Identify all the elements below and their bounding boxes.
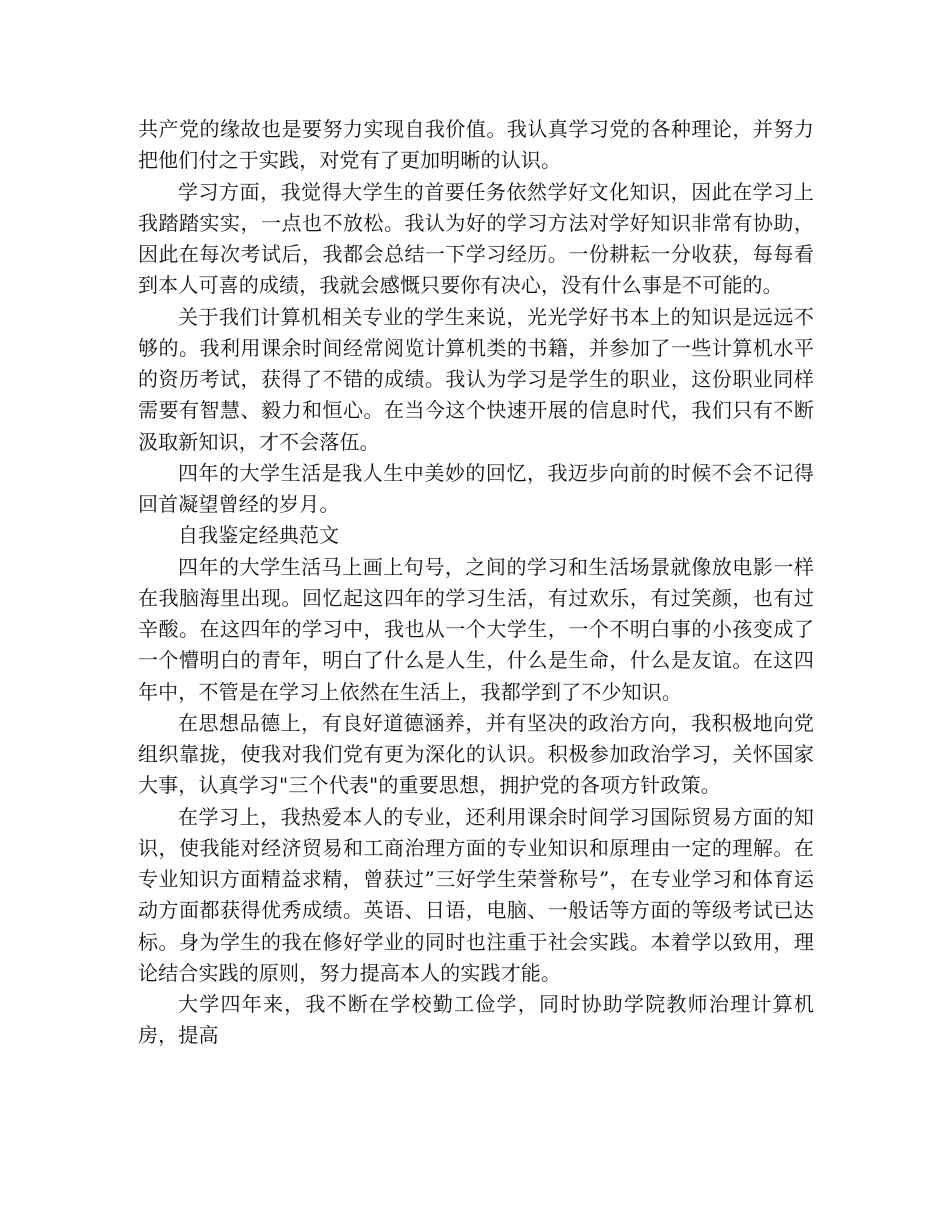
paragraph: 四年的大学生活马上画上句号，之间的学习和生活场景就像放电影一样在我脑海里出现。回忆起这四年的学习生活，有过欢乐，有过笑颜，也有过辛酸。在这四年的学习中，我也从一个大学生，一个不明白事的小孩变成了一个懵明白的青年，明白了什么是人生，什么是生命，什么是友谊。在这四年中，不管是在学习上依然在生活上，我都学到了不少知识。 [138, 554, 814, 704]
paragraph: 学习方面，我觉得大学生的首要任务依然学好文化知识，因此在学习上我踏踏实实，一点也不放松。我认为好的学习方法对学好知识非常有协助，因此在每次考试后，我都会总结一下学习经历。一份耕耘一分收获，每每看到本人可喜的成绩，我就会感慨只要你有决心，没有什么事是不可能的。 [138, 179, 814, 298]
document-body [138, 114, 814, 1052]
section-heading: 自我鉴定经典范文 [178, 523, 340, 548]
paragraph: 共产党的缘故也是要努力实现自我价值。我认真学习党的各种理论，并努力把他们付之于实践，对党有了更加明晰的认识。 [138, 117, 814, 173]
paragraph: 四年的大学生活是我人生中美妙的回忆，我迈步向前的时候不会不记得回首凝望曾经的岁月。 [138, 460, 814, 516]
paragraph: 大学四年来，我不断在学校勤工俭学，同时协助学院教师治理计算机房，提高 [138, 992, 814, 1048]
paragraph: 在学习上，我热爱本人的专业，还利用课余时间学习国际贸易方面的知识，使我能对经济贸易和工商治理方面的专业知识和原理由一定的理解。在专业知识方面精益求精，曾获过”三好学生荣誉称号”，在专业学习和体育运动方面都获得优秀成绩。英语、日语，电脑、一般话等方面的等级考试已达标。身为学生的我在修好学业的同时也注重于社会实践。本着学以致用，理论结合实践的原则，努力提高本人的实践才能。 [138, 804, 814, 985]
paragraph: 关于我们计算机相关专业的学生来说，光光学好书本上的知识是远远不够的。我利用课余时间经常阅览计算机类的书籍，并参加了一些计算机水平的资历考试，获得了不错的成绩。我认为学习是学生的职业，这份职业同样需要有智慧、毅力和恒心。在当今这个快速开展的信息时代，我们只有不断汲取新知识，才不会落伍。 [138, 304, 814, 454]
paragraph: 在思想品德上，有良好道德涵养，并有坚决的政治方向，我积极地向党组织靠拢，使我对我们党有更为深化的认识。积极参加政治学习，关怀国家大事，认真学习"三个代表"的重要思想，拥护党的各项方针政策。 [138, 710, 814, 798]
